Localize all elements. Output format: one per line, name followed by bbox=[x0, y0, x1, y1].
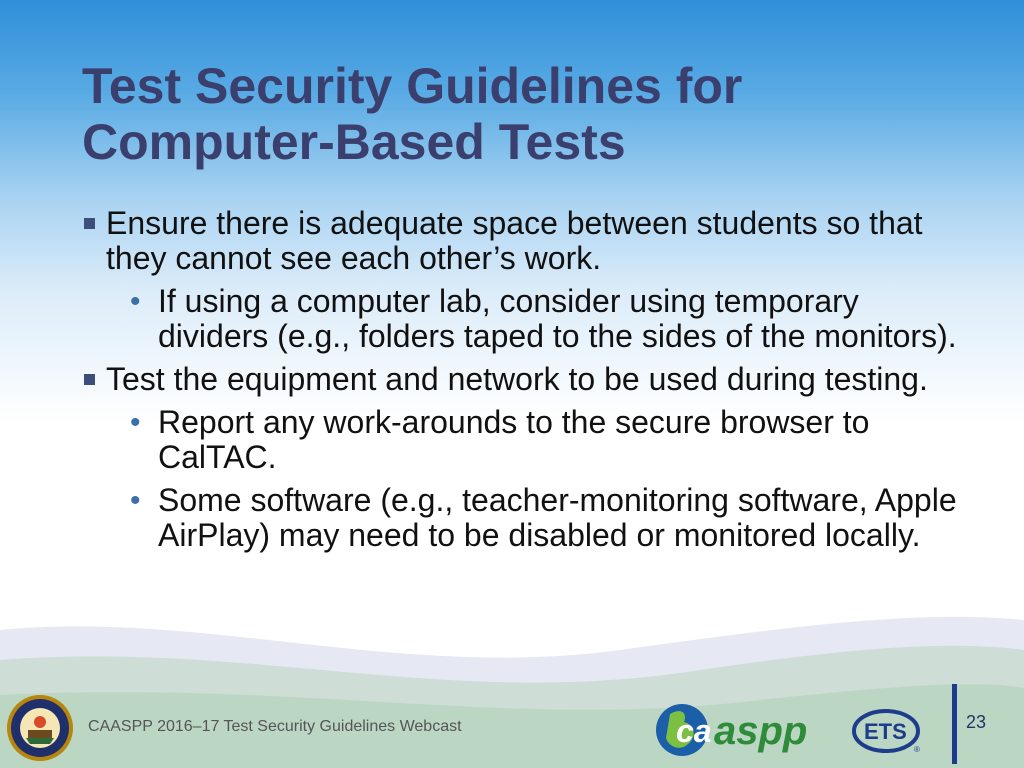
svg-text:ca: ca bbox=[676, 713, 712, 749]
square-bullet-icon bbox=[84, 218, 95, 229]
sub-bullet-item bbox=[80, 483, 960, 553]
square-bullet-icon bbox=[84, 374, 95, 385]
ets-logo-icon bbox=[852, 706, 924, 756]
sub-bullet-text: If using a computer lab, consider using temporary dividers (e.g., folders taped to the sides of the monitors). bbox=[158, 283, 957, 354]
round-bullet-icon: • bbox=[130, 285, 141, 318]
bullet-item bbox=[80, 206, 960, 276]
bullet-item bbox=[80, 362, 960, 397]
sub-bullet-text: Some software (e.g., teacher-monitoring software, Apple AirPlay) may need to be disabled or monitored locally. bbox=[158, 482, 957, 553]
page-number: 23 bbox=[966, 712, 987, 732]
footer-webcast-title: CAASPP 2016–17 Test Security Guidelines Webcast bbox=[88, 718, 462, 735]
footer-divider bbox=[952, 684, 957, 764]
round-bullet-icon: • bbox=[130, 406, 141, 439]
svg-text:®: ® bbox=[914, 745, 920, 754]
bullet-text: Test the equipment and network to be used during testing. bbox=[106, 361, 928, 397]
svg-text:ETS: ETS bbox=[864, 719, 907, 744]
slide-content bbox=[80, 206, 960, 561]
sub-bullet-item bbox=[80, 284, 960, 354]
department-of-education-seal-icon bbox=[6, 694, 74, 762]
sub-bullet-text: Report any work-arounds to the secure browser to CalTAC. bbox=[158, 404, 870, 475]
sub-bullet-item bbox=[80, 405, 960, 475]
round-bullet-icon: • bbox=[130, 484, 141, 517]
svg-text:aspp: aspp bbox=[714, 709, 808, 753]
slide-title: Test Security Guidelines for Computer-Based Tests bbox=[82, 58, 743, 170]
bullet-text: Ensure there is adequate space between students so that they cannot see each other’s work. bbox=[106, 205, 923, 276]
caaspp-logo-icon bbox=[654, 700, 832, 760]
